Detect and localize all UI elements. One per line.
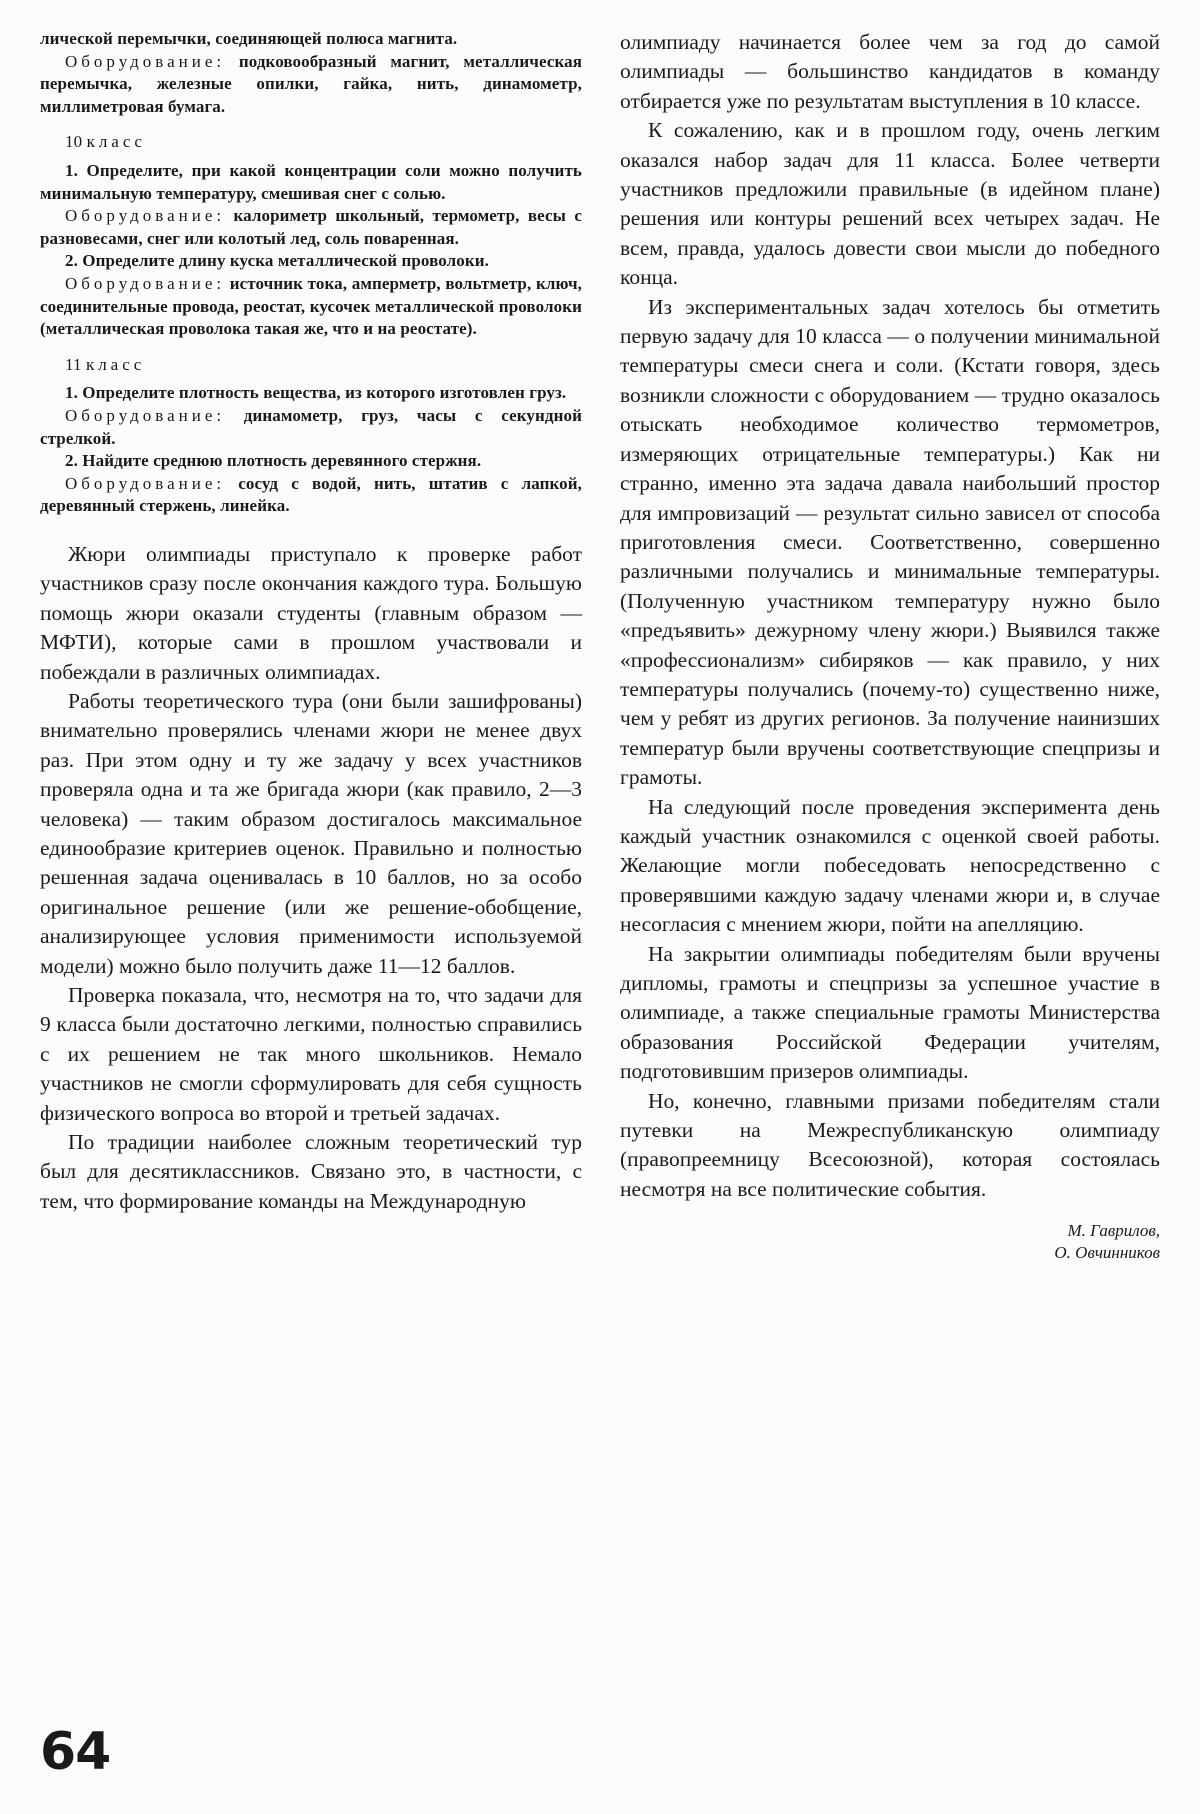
- paragraph: олимпиаду начинается более чем за год до самой олимпиады — большинство кандидатов в команду отбирается уже по результатам выступления в 10 классе.: [620, 30, 1160, 113]
- task-text: лической перемычки, соединяющей полюса магнита.: [40, 29, 458, 48]
- article-body-right: [620, 28, 1160, 1204]
- article-body-left: [40, 540, 582, 1216]
- right-column: [620, 28, 1160, 1264]
- grade-11-heading: 11 класс: [65, 354, 146, 374]
- equipment-text: Оборудование: сосуд с водой, нить, штатив с лапкой, деревянный стержень, линейка.: [40, 473, 582, 516]
- equipment-text: Оборудование: источник тока, амперметр, вольтметр, ключ, соединительные провода, реостат, кусочек металлической проволоки (металлическая проволока такая же, что и на реостате).: [40, 273, 582, 339]
- paragraph: Проверка показала, что, несмотря на то, что задачи для 9 класса были достаточно легкими, полностью справились с их решением не так много школьников. Немало участников не смогли сформулировать для себя сущность физического вопроса во второй и третьей задачах.: [40, 982, 582, 1125]
- paragraph: На следующий после проведения эксперимента день каждый участник ознакомился с оценкой своей работы. Желающие могли побеседовать непосредственно с проверявшими каждую задачу членами жюри и, в случае несогласия с мнением жюри, пойти на апелляцию.: [620, 794, 1160, 937]
- grade-10-heading: 10 класс: [65, 132, 146, 152]
- paragraph: Но, конечно, главными призами победителям стали путевки на Межреспубликанскую олимпиаду (правопреемницу Всесоюзной), которая состоялась несмотря на все политические события.: [620, 1088, 1160, 1201]
- tasks-section: [40, 28, 582, 518]
- paragraph: Работы теоретического тура (они были зашифрованы) внимательно проверялись членами жюри не менее двух раз. При этом одну и ту же задачу у всех участников проверяла одна и та же бригада жюри (как правило, 2—3 человека) — таким образом достигалось максимальное единообразие критериев оценок. Правильно и полностью решенная задача оценивалась в 10 баллов, но за особо оригинальное решение (или же решение-обобщение, анализирующее условия применимости используемой модели) можно было получить даже 11—12 баллов.: [40, 688, 582, 978]
- paragraph: Жюри олимпиады приступало к проверке работ участников сразу после окончания каждого тура. Большую помощь жюри оказали студенты (главным образом — МФТИ), которые сами в прошлом участвовали и побеждали в различных олимпиадах.: [40, 541, 582, 684]
- paragraph: К сожалению, как и в прошлом году, очень легким оказался набор задач для 11 класса. Более четверти участников предложили правильные (в идейном плане) решения или контуры решений всех четырех задач. Не всем, правда, удалось довести свои мысли до победного конца.: [620, 118, 1160, 290]
- equipment-text: Оборудование: калориметр школьный, термометр, весы с разновесами, снег или колотый лед, соль поваренная.: [40, 206, 582, 248]
- left-column: [40, 28, 582, 1216]
- task-text: 2. Найдите среднюю плотность деревянного стержня.: [65, 451, 482, 471]
- paragraph: Из экспериментальных задач хотелось бы отметить первую задачу для 10 класса — о получении минимальной температуры смеси снега и соли. (Кстати говоря, здесь возникли сложности с оборудованием — трудно оказалось отыскать необходимое количество термометров, измеряющих отрицательные температуры.) Как ни странно, именно эта задача давала наибольший простор для импровизаций — результат сильно зависел от способа приготовления смеси. Соответственно, совершенно различными получались и минимальные температуры. (Полученную участником температуру нужно было «предъявить» дежурному члену жюри.) Выявился также «профессионализм» сибиряков — как правило, у них температуры получались (почему-то) существенно ниже, чем у ребят из других регионов. За получение наинизших температур были вручены соответствующие спецпризы и грамоты.: [620, 294, 1160, 790]
- equipment-text: Оборудование: динамометр, груз, часы с секундной стрелкой.: [40, 405, 582, 448]
- task-text: 1. Определите, при какой концентрации соли можно получить минимальную температуру, смешивая снег с солью.: [40, 160, 582, 203]
- paragraph: По традиции наиболее сложным теоретический тур был для десятиклассников. Связано это, в частности, с тем, что формирование команды на Международную: [40, 1130, 582, 1213]
- equipment-label: Оборудование:: [65, 51, 226, 71]
- paragraph: На закрытии олимпиады победителям были вручены дипломы, грамоты и спецпризы за успешное участие в олимпиаде, а также специальные грамоты Министерства образования Российской Федерации учителям, подготовившим призеров олимпиады.: [620, 941, 1160, 1084]
- equipment-text: Оборудование: подковообразный магнит, металлическая перемычка, железные опилки, гайка, нить, динамометр, миллиметровая бумага.: [40, 51, 582, 116]
- page-number: 64: [40, 1722, 111, 1782]
- author-name: О. Овчинников: [1054, 1243, 1160, 1263]
- author-name: М. Гаврилов,: [1067, 1221, 1160, 1241]
- author-signature: [620, 1220, 1160, 1264]
- task-text: 2. Определите длину куска металлической проволоки.: [65, 251, 490, 271]
- task-text: 1. Определите плотность вещества, из которого изготовлен груз.: [65, 383, 567, 403]
